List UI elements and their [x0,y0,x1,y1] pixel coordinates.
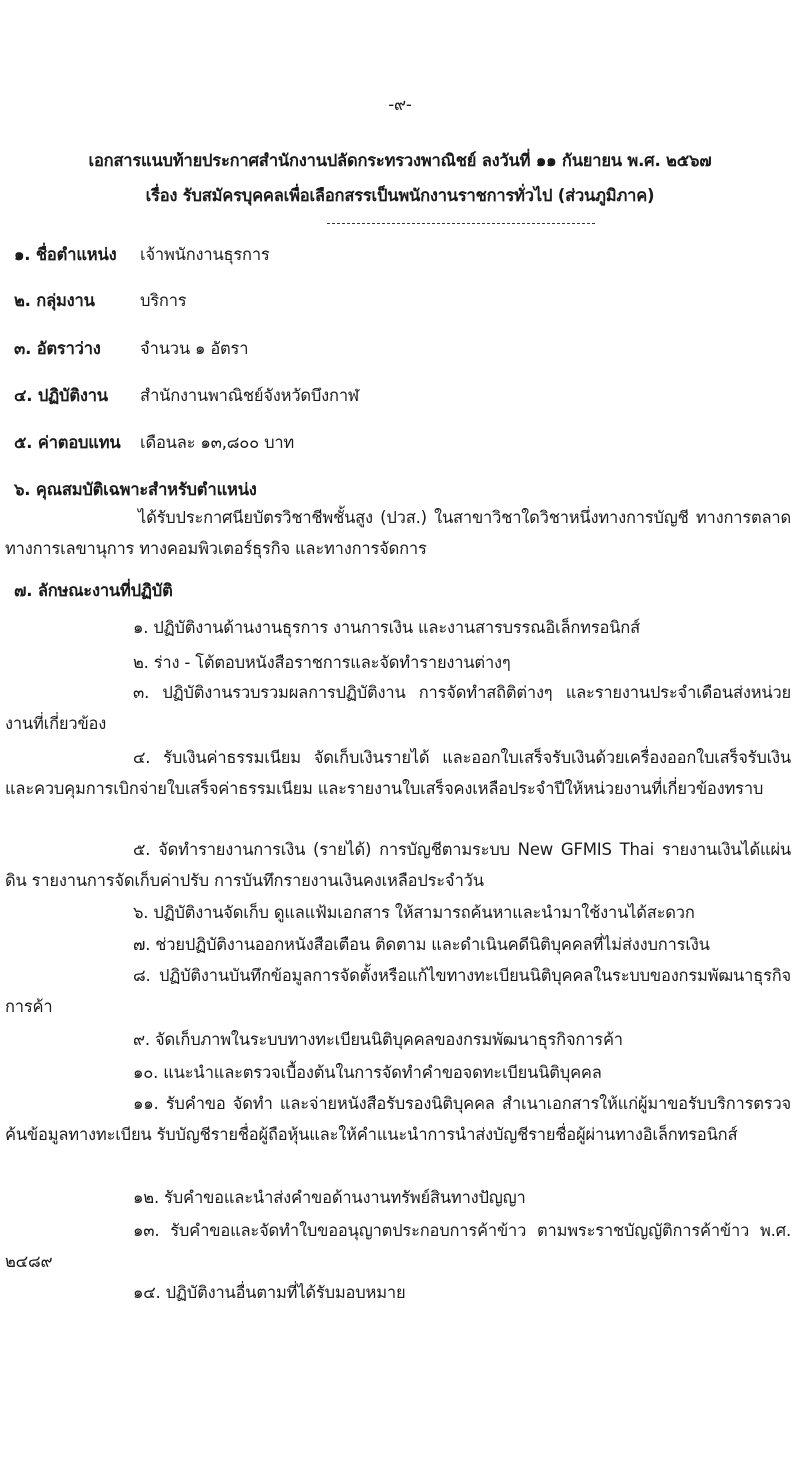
duty-item: ๖. ปฏิบัติงานจัดเก็บ ดูแลแฟ้มเอกสาร ให้สามารถค้นหาและนำมาใช้งานได้สะดวก [133,903,695,922]
duty-item: ๔. รับเงินค่าธรรมเนียม จัดเก็บเงินรายได้ และออกใบเสร็จรับเงินด้วยเครื่องออกใบเสร็จรับเงิน และควบคุมการเบิกจ่ายใบเสร็จค่าธรรมเนียม และรายงานใบเสร็จคงเหลือประจำปีให้หน่วยงานที่เกี่ยวข้องทราบ [5,748,791,799]
duty-item: ๙. จัดเก็บภาพในระบบทางทะเบียนนิติบุคคลของกรมพัฒนาธุรกิจการค้า [133,1030,623,1049]
field-value-position: เจ้าพนักงานธุรการ [140,245,270,264]
field-label-position: ๑. ชื่อตำแหน่ง [14,245,117,264]
duty-item: ๑๔. ปฏิบัติงานอื่นตามที่ได้รับมอบหมาย [133,1283,406,1302]
field-label-workplace: ๔. ปฏิบัติงาน [14,386,108,405]
qualifications-text: ได้รับประกาศนียบัตรวิชาชีพชั้นสูง (ปวส.) ในสาขาวิชาใดวิชาหนึ่งทางการบัญชี ทางการตลาด ทางการเลขานุการ ทางคอมพิวเตอร์ธุรกิจ และทางการจัดการ [5,508,791,559]
duty-item: ๑๓. รับคำขอและจัดทำใบขออนุญาตประกอบการค้าข้าว ตามพระราชบัญญัติการค้าข้าว พ.ศ. ๒๔๘๙ [5,1221,791,1272]
duty-item: ๑. ปฏิบัติงานด้านงานธุรการ งานการเงิน และงานสารบรรณอิเล็กทรอนิกส์ [133,618,640,637]
field-value-workplace: สำนักงานพาณิชย์จังหวัดบึงกาฬ [140,386,359,405]
field-label-salary: ๕. ค่าตอบแทน [14,433,121,452]
field-value-salary: เดือนละ ๑๓,๘๐๐ บาท [140,433,295,452]
duty-item: ๘. ปฏิบัติงานบันทึกข้อมูลการจัดตั้งหรือแก้ไขทางทะเบียนนิติบุคคลในระบบของกรมพัฒนาธุรกิจการค้า [5,966,791,1017]
header-line-2: เรื่อง รับสมัครบุคคลเพื่อเลือกสรรเป็นพนักงานราชการทั่วไป (ส่วนภูมิภาค) [145,186,655,205]
duty-item: ๑๒. รับคำขอและนำส่งคำขอด้านงานทรัพย์สินทางปัญญา [133,1188,526,1207]
duty-item: ๕. จัดทำรายงานการเงิน (รายได้) การบัญชีตามระบบ New GFMIS Thai รายงานเงินได้แผ่นดิน รายงานการจัดเก็บค่าปรับ การบันทึกรายงานเงินคงเหลือประจำวัน [5,840,791,891]
field-value-group: บริการ [140,291,187,310]
field-label-vacancy: ๓. อัตราว่าง [14,339,101,358]
qualifications-heading: ๖. คุณสมบัติเฉพาะสำหรับตำแหน่ง [14,480,257,499]
field-value-vacancy: จำนวน ๑ อัตรา [140,339,249,358]
duty-item: ๑๐. แนะนำและตรวจเบื้องต้นในการจัดทำคำขอจดทะเบียนนิติบุคคล [133,1063,602,1082]
duty-item: ๓. ปฏิบัติงานรวบรวมผลการปฏิบัติงาน การจัดทำสถิติต่างๆ และรายงานประจำเดือนส่งหน่วยงานที่เกี่ยวข้อง [5,683,791,734]
page-number: -๙- [388,95,412,114]
duty-item: ๗. ช่วยปฏิบัติงานออกหนังสือเตือน ติดตาม และดำเนินคดีนิติบุคคลที่ไม่ส่งงบการเงิน [133,935,710,954]
header-divider [327,223,595,224]
field-label-group: ๒. กลุ่มงาน [14,291,95,310]
header-line-1: เอกสารแนบท้ายประกาศสำนักงานปลัดกระทรวงพาณิชย์ ลงวันที่ ๑๑ กันยายน พ.ศ. ๒๕๖๗ [88,151,712,170]
duty-item: ๑๑. รับคำขอ จัดทำ และจ่ายหนังสือรับรองนิติบุคคล สำเนาเอกสารให้แก่ผู้มาขอรับบริการตรวจค้นข้อมูลทางทะเบียน รับบัญชีรายชื่อผู้ถือหุ้นและให้คำแนะนำการนำส่งบัญชีรายชื่อผู้ผ่านทางอิเล็กทรอนิกส์ [5,1094,791,1145]
duty-item: ๒. ร่าง - โต้ตอบหนังสือราชการและจัดทำรายงานต่างๆ [133,653,511,672]
duties-heading: ๗. ลักษณะงานที่ปฏิบัติ [14,581,173,600]
